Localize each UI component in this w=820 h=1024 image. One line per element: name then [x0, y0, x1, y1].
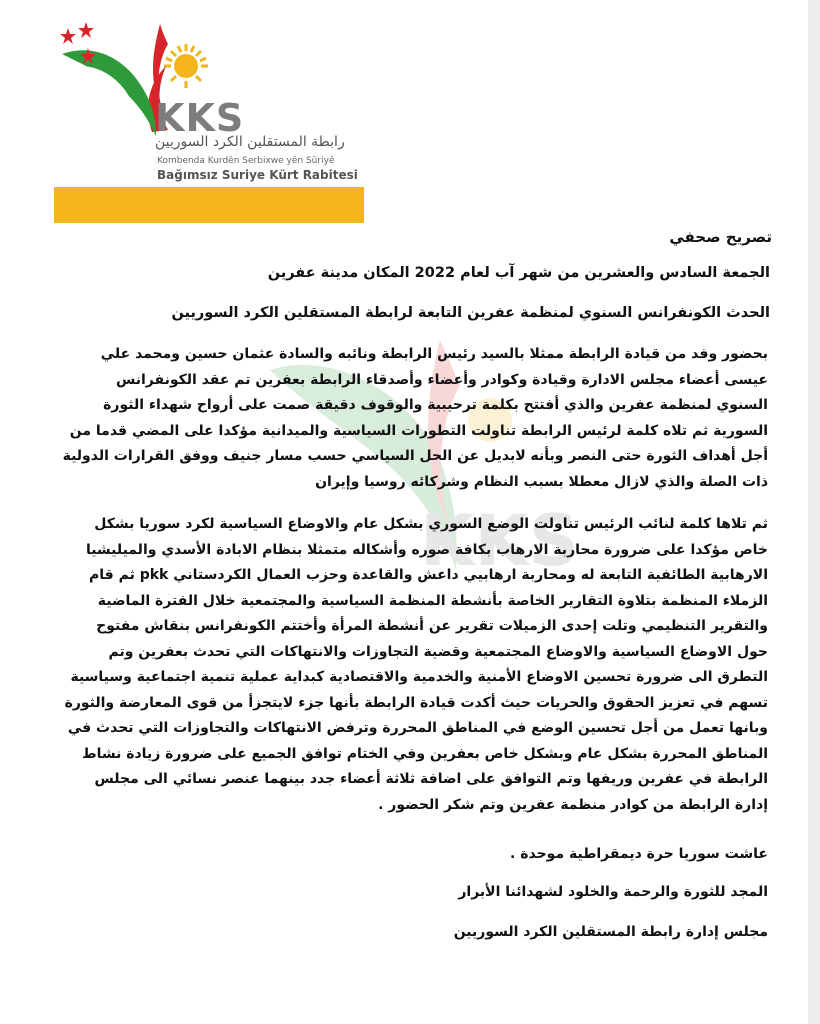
logo-acronym: KKS: [155, 96, 245, 140]
svg-text:KKS: KKS: [420, 500, 579, 582]
slogan-2: المجد للثورة والرحمة والخلود لشهدائنا الأبرار: [458, 884, 768, 900]
paragraph-2: ثم تلاها كلمة لنائب الرئيس تناولت الوضع السوري بشكل عام والاوضاع السياسية لكرد سوريا بشكل خاص مؤكدا على ضرورة محاربة الارهاب بكافة صوره وأشكاله متمثلا بنظام الابادة الأسدي والميليشيا الارهابية الطائفية التابعة له ومحاربة ارهابيي داعش والقاعدة وحزب العمال الكردستاني pkk ثم قام الزملاء المنظمة بتلاوة التقارير الخاصة بأنشطة المنظمة السياسية والمجتمعية خلال الفترة الماضية والتقرير التنظيمي وتلت إحدى الزميلات تقرير عن أنشطة المرأة وأختتم الكونفرانس بنقاش مفتوح حول الاوضاع السياسية والاوضاع المجتمعية وقضية التجاوزات والانتهاكات التي تحدث بعفرين وتم التطرق الى ضرورة تحسين الاوضاع الأمنية والخدمية والاقتصادية كبداية عملية تنمية اجتماعية وسياسية تسهم في تعزيز الحقوق والحريات حيث أكدت قيادة الرابطة بأنها جزء لايتجزأ من قوى المعارضة والثورة وبانها تعمل من أجل تحسين الوضع في المناطق المحررة وترفض الانتهاكات والتجاوزات التي تحدث في المناطق المحررة بشكل عام وبشكل خاص بعفرين وفي الختام توافق الجميع على ضرورة زيادة نشاط الرابطة في عفرين وريفها وتم التوافق على اضافة ثلاثة أعضاء جدد بينهما عنصر نسائي الى مجلس إدارة الرابطة من كوادر منظمة عفرين وتم شكر الحضور .: [64, 516, 768, 813]
logo-turkish-name: Bağımsız Suriye Kürt Rabitesi: [157, 168, 358, 182]
logo-yellow-band: [54, 187, 364, 223]
logo-arabic-name: رابطة المستقلين الكرد السوريين: [155, 134, 345, 150]
page-edge: [808, 0, 820, 1024]
document-dateline: الجمعة السادس والعشرين من شهر آب لعام 2022 المكان مدينة عفرين: [267, 265, 770, 281]
paragraph-1: بحضور وفد من قيادة الرابطة ممثلا بالسيد رئيس الرابطة ونائبه والسادة عثمان حسين ومحمد علي عيسى أعضاء مجلس الادارة وقيادة وكوادر وأعضاء وأصدقاء الرابطة بعفرين تم عقد الكونفرانس السنوي لمنظمة عفرين والذي أفتتح بكلمة ترحيبية والوقوف دقيقة صمت على أرواح شهداء الثورة السورية ثم تلاه كلمة لرئيس الرابطة تناولت التطورات السياسية والميدانية مؤكدا على المضي قدما من أجل أهداف الثورة حتى النصر وبأنه لابديل عن الحل السياسي حسب مسار جنيف ووفق القرارات الدولية ذات الصلة والذي لازال معطلا بسبب النظام وشركائه روسيا وإيران: [62, 346, 768, 490]
logo-kurdish-name: Kombenda Kurdên Serbixwe yên Sûriyê: [157, 156, 335, 166]
slogan-1: عاشت سوريا حرة ديمقراطية موحدة .: [510, 846, 768, 862]
signature: مجلس إدارة رابطة المستقلين الكرد السوريين: [453, 924, 768, 940]
document-event: الحدث الكونفرانس السنوي لمنظمة عفرين التابعة لرابطة المستقلين الكرد السوريين: [171, 305, 770, 321]
document-title: تصريح صحفي: [669, 228, 772, 246]
